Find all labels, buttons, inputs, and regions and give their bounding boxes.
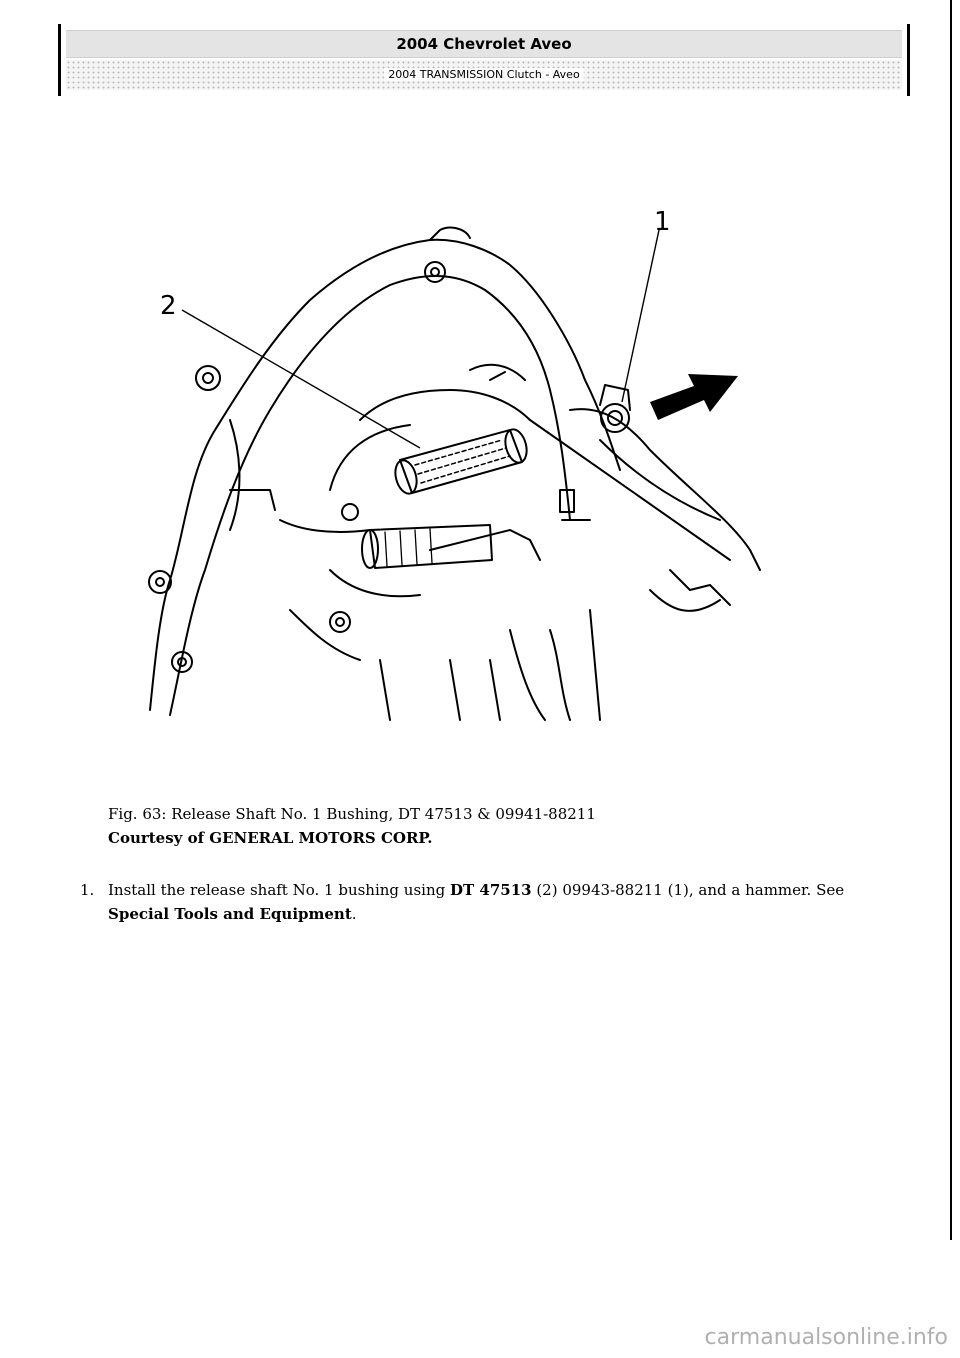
callout-1-label: 1 <box>654 207 671 237</box>
page-border-right <box>950 0 952 1240</box>
figure-caption-text: Fig. 63: Release Shaft No. 1 Bushing, DT 47513 & 09941-88211 <box>108 805 596 823</box>
transmission-illustration <box>130 190 770 730</box>
special-tools-link[interactable]: Special Tools and Equipment <box>108 905 352 923</box>
site-watermark: carmanualsonline.info <box>704 1325 948 1350</box>
step-text-end: . <box>351 905 357 923</box>
tool-number: DT 47513 <box>449 881 532 899</box>
document-header <box>58 24 910 96</box>
figure-courtesy: Courtesy of GENERAL MOTORS CORP. <box>108 829 433 847</box>
figure-caption <box>108 802 596 850</box>
pointer-arrow-icon <box>650 374 738 420</box>
step-text <box>108 878 868 926</box>
header-subtitle: 2004 TRANSMISSION Clutch - Aveo <box>66 60 902 90</box>
callout-2-label: 2 <box>160 291 177 321</box>
step-number: 1. <box>80 881 95 899</box>
header-title: 2004 Chevrolet Aveo <box>66 30 902 58</box>
step-text-mid: (2) 09943-88211 (1), and a hammer. See <box>531 881 845 899</box>
step-text-intro: Install the release shaft No. 1 bushing using <box>108 881 450 899</box>
